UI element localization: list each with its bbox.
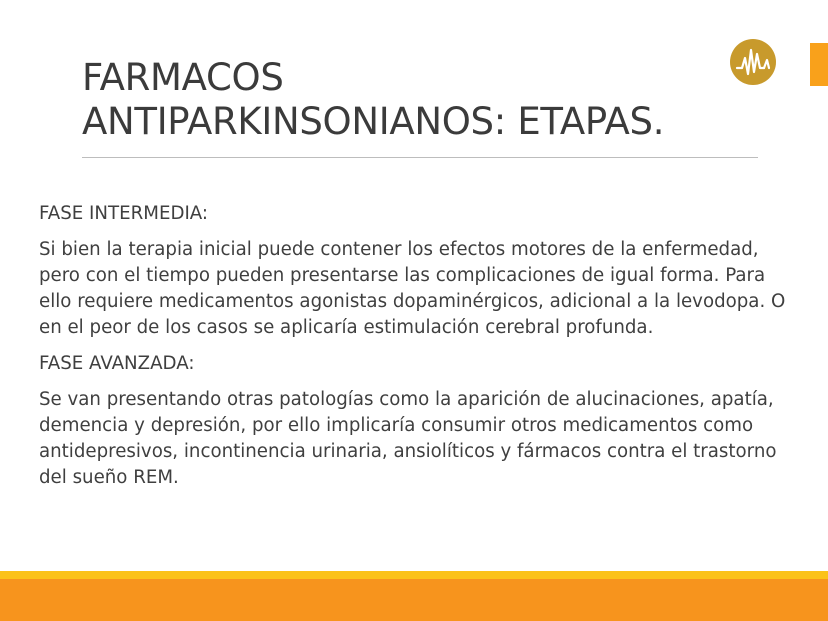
slide-body: [39, 201, 799, 501]
section-body-intermedia: Si bien la terapia inicial puede contener los efectos motores de la enfermedad, pero con el tiempo pueden presentarse las complicaciones de igual forma. Para ello requiere medicamentos agonistas dopaminérgicos, adicional a la levodopa. O en el peor de los casos se aplicaría estimulación cerebral profunda.: [39, 239, 786, 338]
waveform-logo-icon: [729, 38, 781, 86]
slide-title-line-1: FARMACOS: [82, 56, 284, 99]
slide-title: [82, 56, 782, 144]
title-divider: [82, 157, 758, 158]
section-body-avanzada: Se van presentando otras patologías como la aparición de alucinaciones, apatía, demencia y depresión, por ello implicaría consumir otros medicamentos como antidepresivos, incontinencia urinaria, ansiolíticos y fármacos contra el trastorno del sueño REM.: [39, 389, 777, 488]
side-accent-tab: [810, 43, 828, 86]
section-heading-intermedia: FASE INTERMEDIA:: [39, 203, 209, 224]
slide-title-line-2: ANTIPARKINSONIANOS: ETAPAS.: [82, 100, 665, 143]
footer-band-dark: [0, 579, 828, 621]
footer-band-light: [0, 571, 828, 579]
section-heading-avanzada: FASE AVANZADA:: [39, 353, 195, 374]
